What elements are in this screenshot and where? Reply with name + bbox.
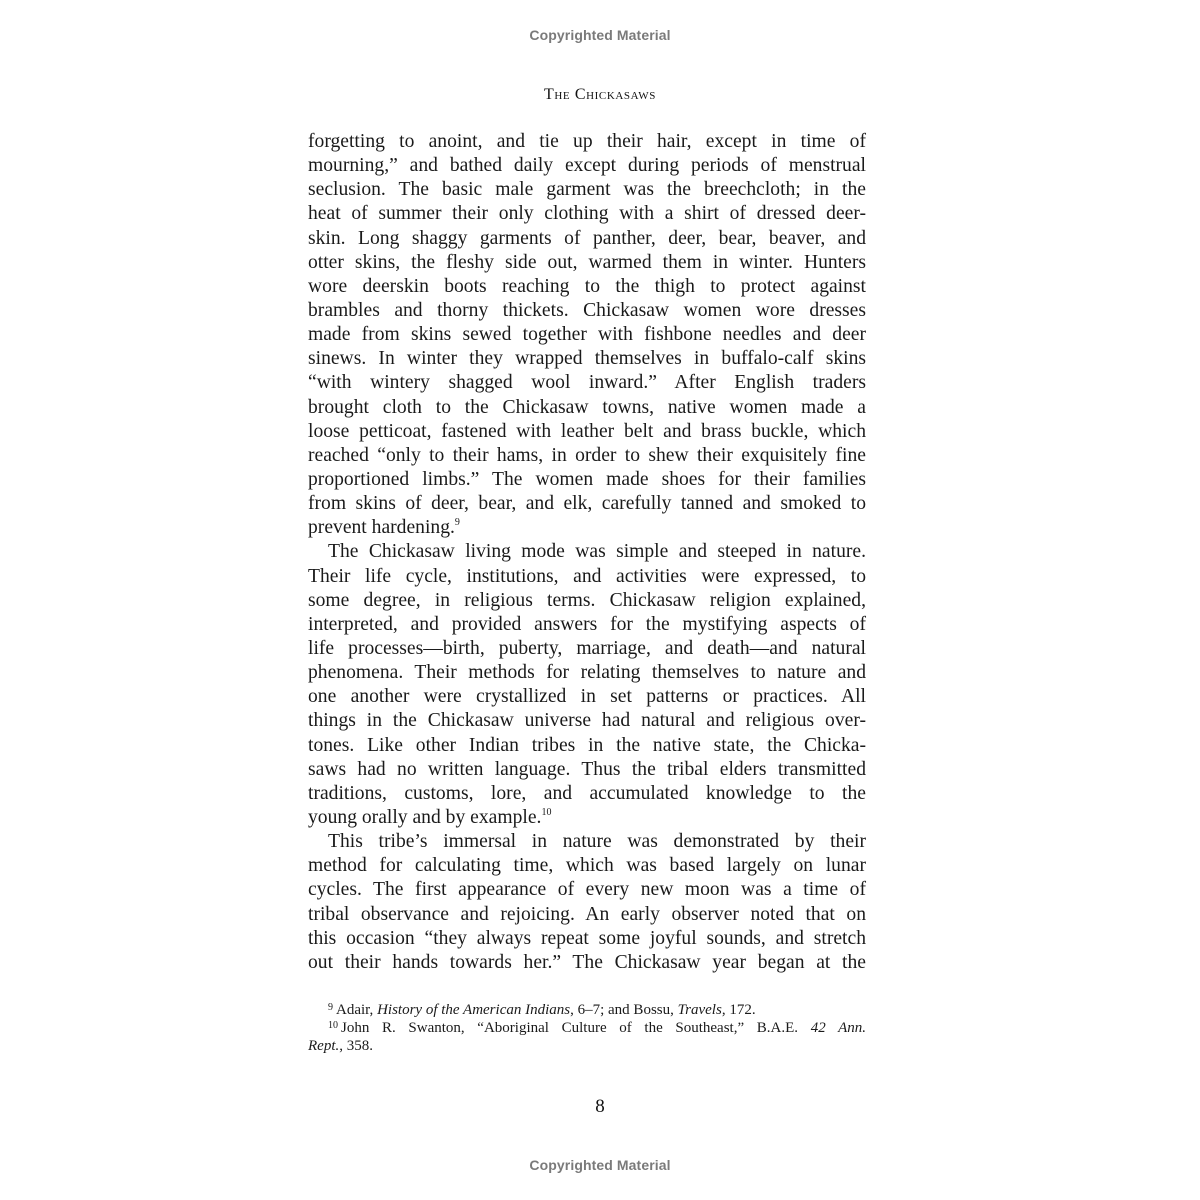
footnote-text: Adair, [336, 1002, 378, 1018]
footnote-10-continued [308, 1037, 866, 1055]
footnote-title: 42 Ann. [810, 1020, 866, 1036]
text-line: proportioned limbs.” The women made shoes for their families [308, 468, 866, 490]
running-head: The Chickasaws [543, 86, 657, 103]
text-line: wore deerskin boots reaching to the thigh to protect against [308, 275, 866, 297]
text-line [308, 516, 866, 540]
text-line: things in the Chickasaw universe had natural and religious over- [308, 710, 866, 732]
footnote-text: , 6–7; and Bossu, [570, 1002, 678, 1018]
text-line: out their hands towards her.” The Chickasaw year began at the [308, 951, 866, 973]
text-line-content: prevent hardening. [308, 517, 455, 539]
text-line: skin. Long shaggy garments of panther, deer, bear, beaver, and [308, 227, 866, 249]
footnote-ref-9[interactable]: 9 [454, 517, 460, 529]
text-line: traditions, customs, lore, and accumulated knowledge to the [308, 782, 866, 804]
text-line: method for calculating time, which was based largely on lunar [308, 855, 866, 877]
text-line: brought cloth to the Chickasaw towns, native women made a [308, 396, 866, 418]
text-line [308, 806, 866, 830]
text-line: reached “only to their hams, in order to shew their exquisitely fine [308, 444, 866, 466]
footnotes [308, 1001, 866, 1055]
text-line: tones. Like other Indian tribes in the native state, the Chicka- [308, 734, 866, 756]
footnote-text: John R. Swanton, “Aboriginal Culture of the Southeast,” B.A.E. [341, 1020, 811, 1036]
text-line: heat of summer their only clothing with a shirt of dressed deer- [308, 203, 866, 225]
text-line: interpreted, and provided answers for the mystifying aspects of [308, 613, 866, 635]
text-line: this occasion “they always repeat some joyful sounds, and stretch [308, 927, 866, 949]
footnote-9 [308, 1001, 866, 1019]
text-line: from skins of deer, bear, and elk, carefully tanned and smoked to [308, 493, 866, 515]
text-line: Their life cycle, institutions, and activities were expressed, to [308, 565, 866, 587]
text-line: cycles. The first appearance of every new moon was a time of [308, 879, 866, 901]
text-line: loose petticoat, fastened with leather belt and brass buckle, which [308, 420, 866, 442]
text-line: tribal observance and rejoicing. An early observer noted that on [308, 903, 866, 925]
footnote-text: , 358. [339, 1038, 373, 1054]
footnote-title: Rept. [308, 1038, 340, 1054]
text-line: “with wintery shagged wool inward.” After English traders [308, 372, 866, 394]
text-line: life processes—birth, puberty, marriage, and death—and natural [308, 637, 866, 659]
paragraph-first-line: The Chickasaw living mode was simple and steeped in nature. [328, 541, 866, 563]
footnote-text: , 172. [721, 1002, 756, 1018]
page-number: 8 [595, 1096, 605, 1117]
text-line: seclusion. The basic male garment was the breechcloth; in the [308, 179, 866, 201]
text-line: made from skins sewed together with fishbone needles and deer [308, 324, 866, 346]
footnote-ref-10[interactable]: 10 [541, 806, 552, 818]
footnote-title: History of the American Indians [377, 1002, 571, 1018]
text-line: some degree, in religious terms. Chickasaw religion explained, [308, 589, 866, 611]
text-line: saws had no written language. Thus the tribal elders transmitted [308, 758, 866, 780]
text-line-content: young orally and by example. [308, 806, 542, 828]
text-line: brambles and thorny thickets. Chickasaw women wore dresses [308, 299, 866, 321]
text-line: one another were crystallized in set patterns or practices. All [308, 686, 866, 708]
text-line: otter skins, the fleshy side out, warmed them in winter. Hunters [308, 251, 866, 273]
text-line: sinews. In winter they wrapped themselves in buffalo-calf skins [308, 348, 866, 370]
paragraph-first-line: This tribe’s immersal in nature was demonstrated by their [328, 831, 866, 853]
footnote-10 [308, 1019, 866, 1037]
footnote-number: 10 [328, 1020, 338, 1031]
text-line: forgetting to anoint, and tie up their hair, except in time of [308, 131, 866, 152]
copyright-watermark-bottom: Copyrighted Material [529, 1157, 671, 1173]
body-text [308, 130, 866, 975]
footnote-title: Travels [677, 1002, 722, 1018]
footnote-number: 9 [328, 1002, 333, 1013]
copyright-watermark-top: Copyrighted Material [529, 27, 671, 43]
text-line: phenomena. Their methods for relating themselves to nature and [308, 662, 866, 684]
text-line: mourning,” and bathed daily except during periods of menstrual [308, 155, 866, 177]
